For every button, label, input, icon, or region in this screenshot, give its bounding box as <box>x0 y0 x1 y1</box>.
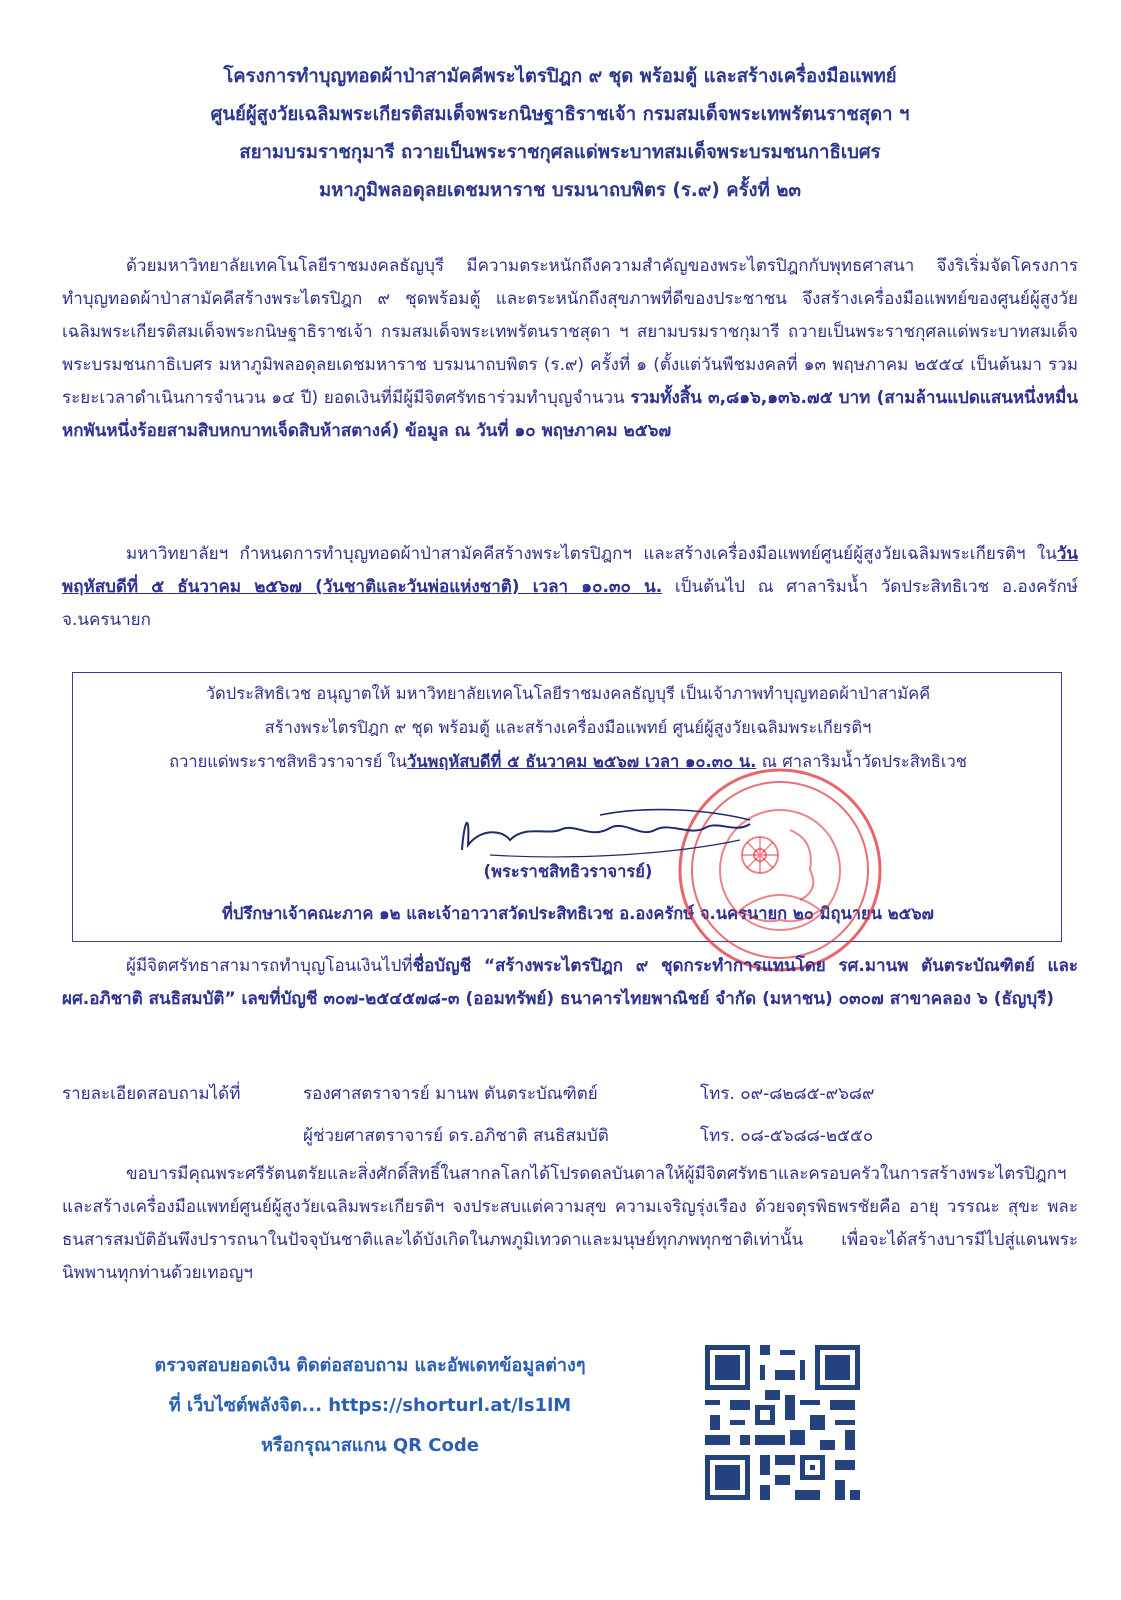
footer-line-1: ตรวจสอบยอดเงิน ติดต่อสอบถาม และอัพเดทข้อมูลต่างๆ <box>154 1355 586 1376</box>
schedule-paragraph <box>62 538 1078 637</box>
temple-seal-icon <box>670 760 890 980</box>
signature-icon <box>450 800 770 870</box>
notice-line-3 <box>73 747 1063 777</box>
bank-paragraph <box>62 950 1078 1016</box>
notice-date: วันพฤหัสบดีที่ ๕ ธันวาคม ๒๕๖๗ เวลา ๑๐.๓๐ น. <box>407 752 757 771</box>
schedule-location: เป็นต้นไป ณ ศาลาริมน้ำ วัดประสิทธิเวช อ.องครักษ์ จ.นครนายก <box>62 577 1078 630</box>
title-line-1: โครงการทำบุญทอดผ้าป่าสามัคคีพระไตรปิฎก ๙ ชุด พร้อมตู้ และสร้างเครื่องมือแพทย์ <box>223 66 897 87</box>
notice-line-1: วัดประสิทธิเวช อนุญาตให้ มหาวิทยาลัยเทคโนโลยีราชมงคลธัญบุรี เป็นเจ้าภาพทำบุญทอดผ้าป่าสามัคคี <box>205 684 931 703</box>
document-title <box>60 58 1060 210</box>
notice-line-3-text: ถวายแด่พระราชสิทธิวราจารย์ ใน <box>169 752 407 771</box>
donation-total: รวมทั้งสิ้น ๓,๘๑๖,๑๓๖.๗๕ บาท (สามล้านแปดแสนหนึ่งหมื่นหกพันหนึ่งร้อยสามสิบหกบาทเจ็ดสิบห้าสตางค์) ข้อมูล ณ วันที่ ๑๐ พฤษภาคม ๒๕๖๗ <box>62 388 1078 441</box>
intro-text: ด้วยมหาวิทยาลัยเทคโนโลยีราชมงคลธัญบุรี มีความตระหนักถึงความสำคัญของพระไตรปิฎกกับพุทธศาสนา จึงริเริ่มจัดโครงการทำบุญทอดผ้าป่าสามัคคีสร้างพระไตรปิฎก ๙ ชุดพร้อมตู้ และตระหนักถึงสุขภาพที่ดีของประชาชน จึงสร้างเครื่องมือแพทย์ของศูนย์ผู้สูงวัยเฉลิมพระเกียรติสมเด็จพระกนิษฐาธิราชเจ้า กรมสมเด็จพระเทพรัตนราชสุดา ฯ สยามบรมราชกุมารี ถวายเป็นพระราชกุศลแด่พระบาทสมเด็จพระบรมชนกาธิเบศร มหาภูมิพลอดุลยเดชมหาราช บรมนาถบพิตร (ร.๙) ครั้งที่ ๑ (ตั้งแต่วันพืชมงคลที่ ๑๓ พฤษภาคม ๒๕๕๔ เป็นต้นมา รวมระยะเวลาดำเนินการจำนวน ๑๔ ปี) ยอดเงินที่มีผู้มีจิตศรัทธาร่วมทำบุญจำนวน <box>62 256 1078 408</box>
title-line-2: ศูนย์ผู้สูงวัยเฉลิมพระเกียรติสมเด็จพระกนิษฐาธิราชเจ้า กรมสมเด็จพระเทพรัตนราชสุดา ฯ <box>210 104 910 125</box>
contact-name-1: รองศาสตราจารย์ มานพ ตันตระบัณฑิตย์ <box>303 1084 598 1104</box>
contact-name-2: ผู้ช่วยศาสตราจารย์ ดร.อภิชาติ สนธิสมบัติ <box>303 1126 609 1146</box>
bank-account: ชื่อบัญชี “สร้างพระไตรปิฎก ๙ ชุดกระทำการแทนโดย รศ.มานพ ตันตระบัณฑิตย์ และ ผศ.อภิชาติ สนธิสมบัติ” เลขที่บัญชี ๓๐๗-๒๕๔๕๗๘-๓ (ออมทรัพย์) ธนาคารไทยพาณิชย์ จำกัด (มหาชน) ๐๓๐๗ สาขาคลอง ๖ (ธัญบุรี) <box>62 956 1078 1009</box>
bank-intro: ผู้มีจิตศรัทธาสามารถทำบุญโอนเงินไปที่ <box>126 956 413 976</box>
contacts-label: รายละเอียดสอบถามได้ที่ <box>62 1084 241 1104</box>
signer-title: ที่ปรึกษาเจ้าคณะภาค ๑๒ และเจ้าอาวาสวัดประสิทธิเวช อ.องครักษ์ จ.นครนายก ๒๐ มิถุนายน ๒๕๖๗ <box>222 904 934 923</box>
contact-phone-1: โทร. ๐๙-๘๒๘๕-๙๖๘๙ <box>700 1084 875 1104</box>
footer-line-3: หรือกรุณาสแกน QR Code <box>261 1435 479 1456</box>
signer-name: (พระราชสิทธิวราจารย์) <box>483 862 653 881</box>
notice-line-2: สร้างพระไตรปิฎก ๙ ชุด พร้อมตู้ และสร้างเครื่องมือแพทย์ ศูนย์ผู้สูงวัยเฉลิมพระเกียรติฯ <box>264 718 872 737</box>
intro-paragraph <box>62 250 1078 448</box>
blessing-paragraph: ขอบารมีคุณพระศรีรัตนตรัยและสิ่งศักดิ์สิทธิ์ในสากลโลกได้โปรดดลบันดาลให้ผู้มีจิตศรัทธาและครอบครัวในการสร้างพระไตรปิฎกฯ และสร้างเครื่องมือแพทย์ศูนย์ผู้สูงวัยเฉลิมพระเกียรติฯ จงประสบแต่ความสุข ความเจริญรุ่งเรือง ด้วยจตุรพิธพรชัยคือ อายุ วรรณะ สุขะ พละ ธนสารสมบัติอันพึงปรารถนาในปัจจุบันชาติและได้บังเกิดในภพภูมิเทวดาและมนุษย์ทุกภพทุกชาติเท่านั้น เพื่อจะได้สร้างบารมีไปสู่แดนพระนิพพานทุกท่านด้วยเทอญฯ <box>62 1164 1078 1283</box>
schedule-text: มหาวิทยาลัยฯ กำหนดการทำบุญทอดผ้าป่าสามัคคีสร้างพระไตรปิฎกฯ และสร้างเครื่องมือแพทย์ศูนย์ผู้สูงวัยเฉลิมพระเกียรติฯ ใน <box>126 544 1057 564</box>
contact-phone-2: โทร. ๐๘-๕๖๘๘-๒๕๕๐ <box>700 1126 874 1146</box>
schedule-date: วันพฤหัสบดีที่ ๕ ธันวาคม ๒๕๖๗ (วันชาติและวันพ่อแห่งชาติ) เวลา ๑๐.๓๐ น. <box>62 544 1078 597</box>
title-line-3: สยามบรมราชกุมารี ถวายเป็นพระราชกุศลแด่พระบาทสมเด็จพระบรมชนกาธิเบศร <box>239 142 881 163</box>
title-line-4: มหาภูมิพลอดุลยเดชมหาราช บรมนาถบพิตร (ร.๙) ครั้งที่ ๒๓ <box>318 180 802 201</box>
qr-code-icon[interactable] <box>700 1340 865 1505</box>
notice-location: ณ ศาลาริมน้ำวัดประสิทธิเวช <box>756 752 967 771</box>
footer-website[interactable]: ที่ เว็บไซต์พลังจิต... https://shorturl.at/ls1lM <box>168 1395 572 1416</box>
